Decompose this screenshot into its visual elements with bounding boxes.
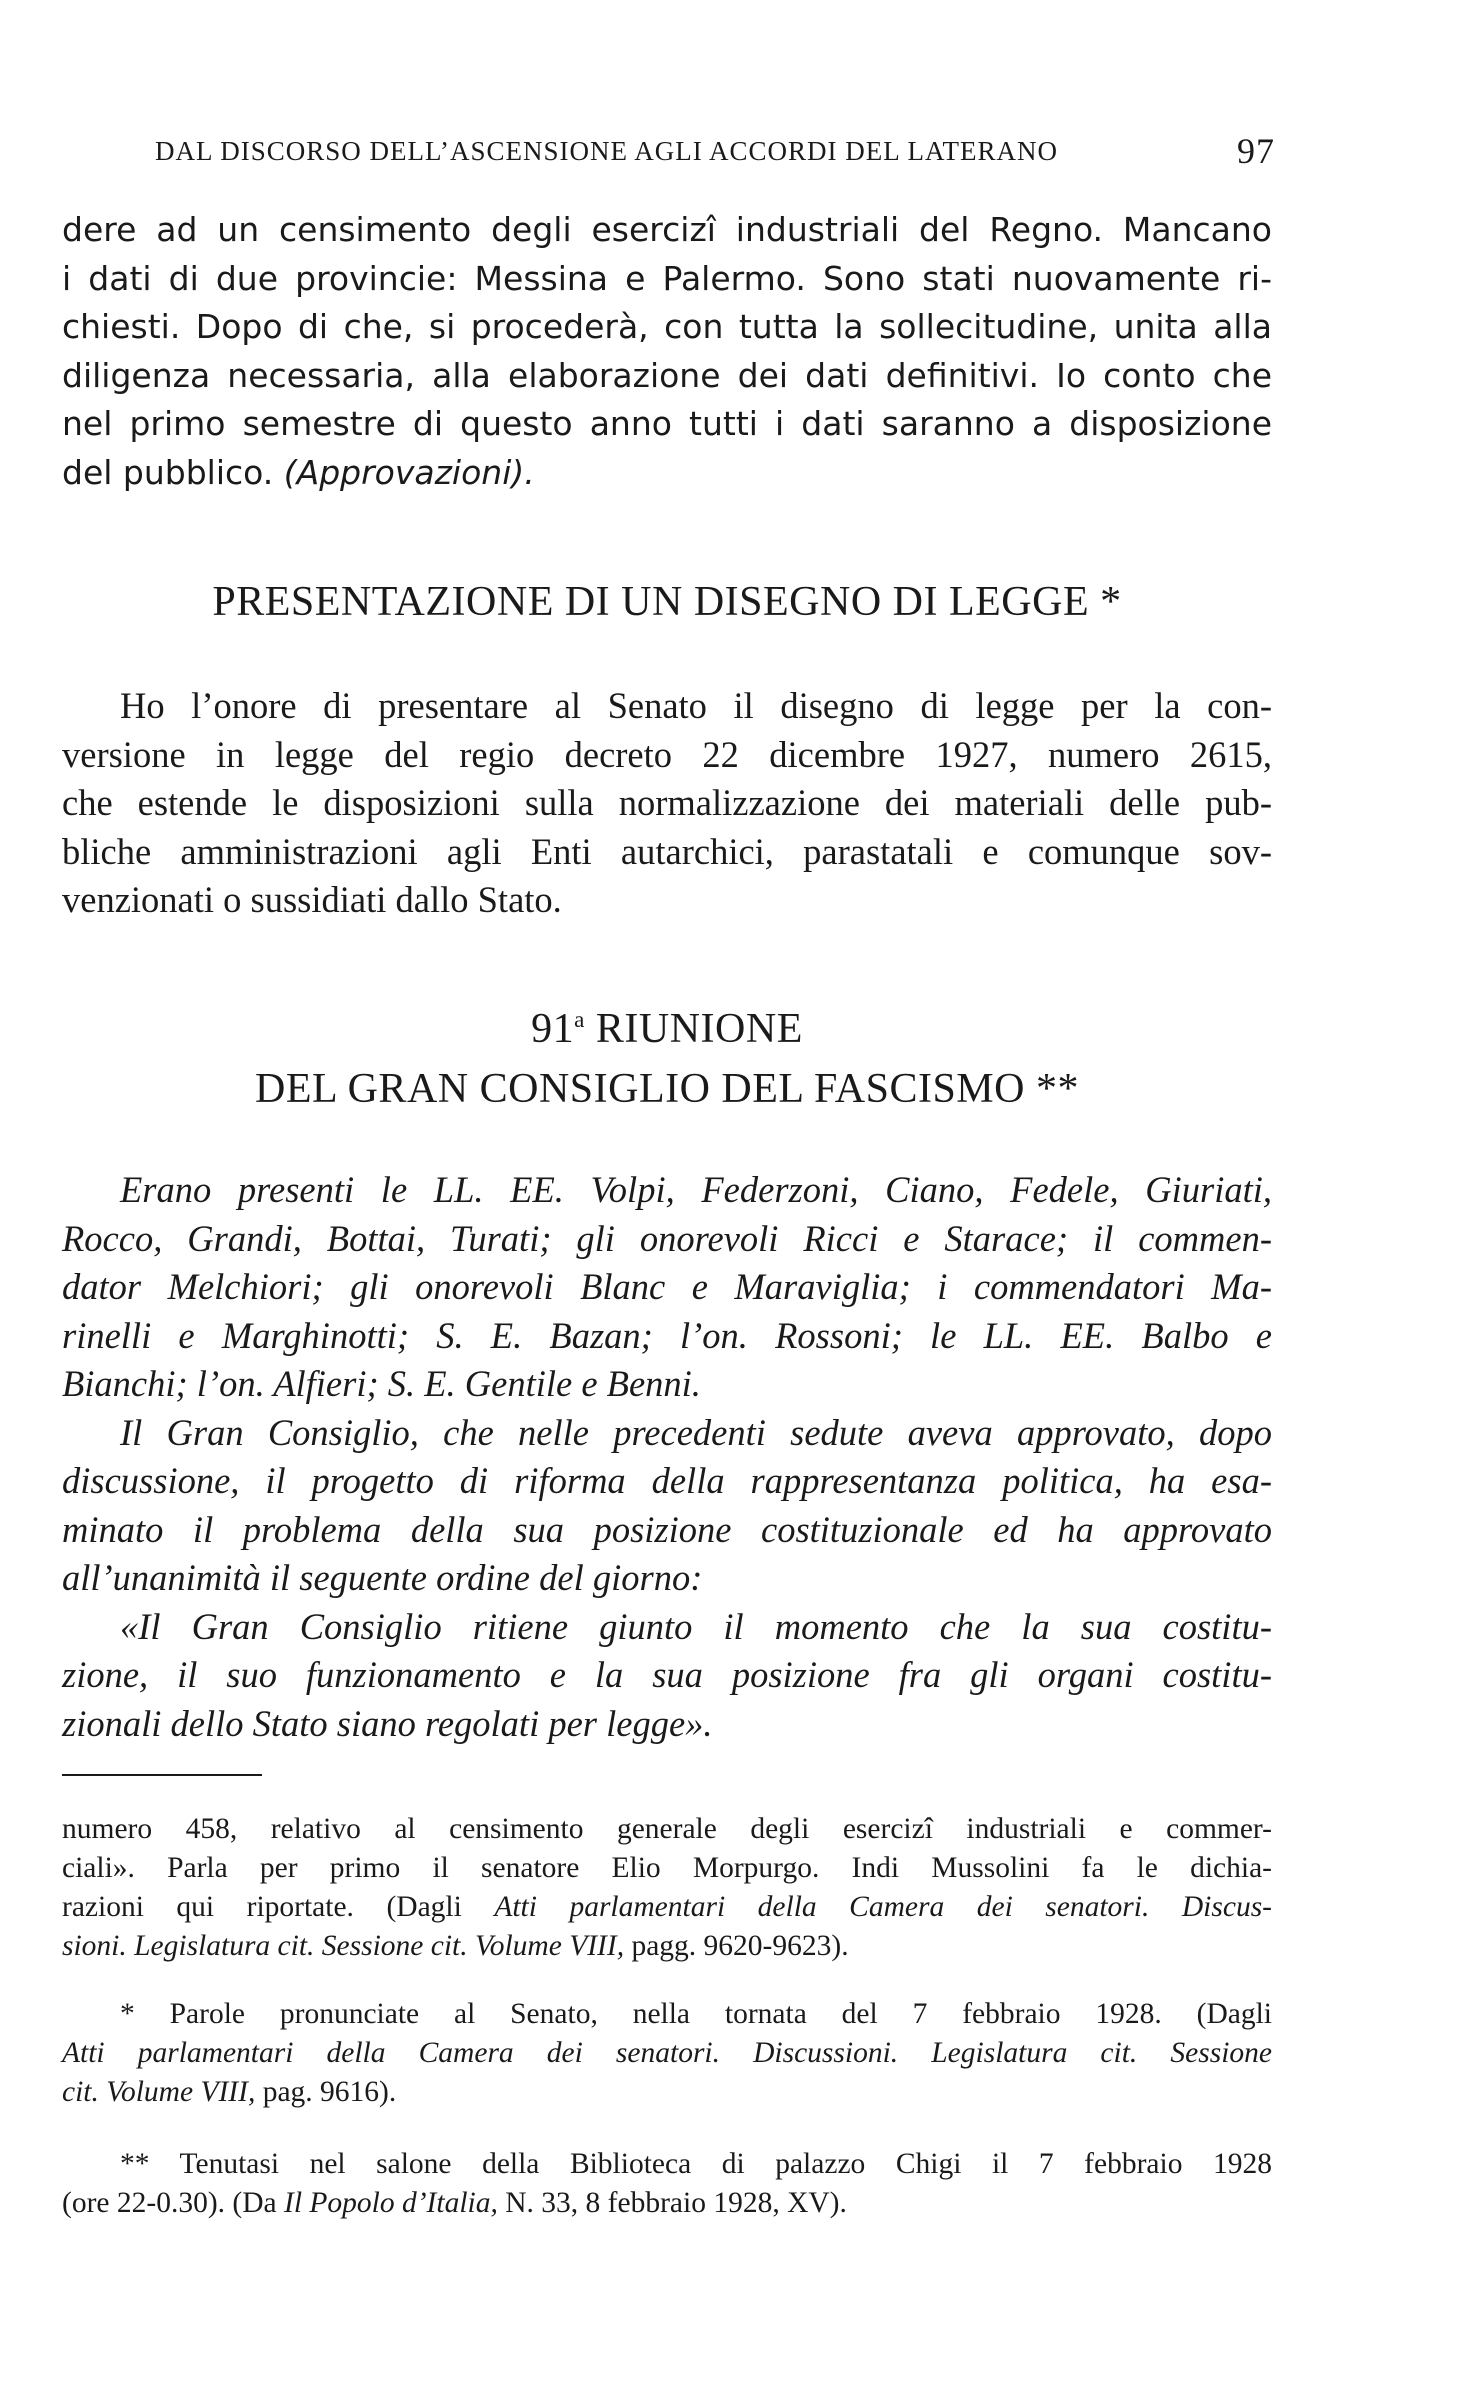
text-line: rinelli e Marghinotti; S. E. Bazan; l’on. Rossoni; le LL. EE. Balbo e (62, 1314, 1272, 1356)
text-line: Rocco, Grandi, Bottai, Turati; gli onorevoli Ricci e Starace; il commen- (62, 1217, 1272, 1259)
text-line: Il Gran Consiglio, che nelle precedenti sedute aveva approvato, dopo (120, 1411, 1272, 1453)
footnote-line: ** Tenutasi nel salone della Biblioteca di palazzo Chigi il 7 febbraio 1928 (120, 2148, 1272, 2180)
footnote-line: numero 458, relativo al censimento generale degli esercizî industriali e commer- (62, 1813, 1272, 1845)
footnote-text: razioni qui riportate. (Dagli (62, 1891, 495, 1923)
text-line: dere ad un censimento degli esercizî industriali del Regno. Mancano (62, 210, 1272, 249)
text-line: chiesti. Dopo di che, si procederà, con tutta la sollecitudine, unita alla (62, 307, 1272, 346)
text-line: diligenza necessaria, alla elaborazione dei dati definitivi. Io conto che (62, 355, 1272, 395)
text-line: dator Melchiori; gli onorevoli Blanc e Maraviglia; i commendatori Ma- (62, 1266, 1272, 1307)
heading-number: 91 (531, 1006, 575, 1052)
text-line: venzionati o sussidiati dallo Stato. (62, 879, 562, 920)
text-line: «Il Gran Consiglio ritiene giunto il momento che la sua costitu- (120, 1605, 1272, 1647)
footnote-line (62, 2184, 1272, 2223)
footnote-text: (ore 22-0.30). (Da (62, 2187, 284, 2219)
text-line: discussione, il progetto di riforma della rappresentanza politica, ha esa- (62, 1460, 1272, 1501)
text-line: zione, il suo funzionamento e la sua posizione fra gli organi costitu- (62, 1654, 1272, 1695)
heading-text: RIUNIONE (584, 1006, 803, 1052)
footnote-text: pagg. 9620-9623). (624, 1930, 849, 1962)
text-line: Ho l’onore di presentare al Senato il disegno di legge per la con- (120, 685, 1272, 726)
footnote-continued (62, 1810, 1272, 1966)
footnote-text: N. 33, 8 febbraio 1928, XV). (497, 2187, 847, 2219)
riunione-text (62, 1166, 1272, 1748)
footnote-source: sioni. Legislatura cit. Sessione cit. Volume VIII, (62, 1930, 625, 1962)
text-fragment: del pubblico. (62, 452, 284, 492)
footnote-line: ciali». Parla per primo il senatore Elio Morpurgo. Indi Mussolini fa le dichia- (62, 1852, 1272, 1884)
section-subheading-gran-consiglio: DEL GRAN CONSIGLIO DEL FASCISMO ** (255, 1066, 1079, 1112)
text-line: Bianchi; l’on. Alfieri; S. E. Gentile e Benni. (62, 1363, 701, 1404)
heading-ordinal: a (574, 1006, 585, 1032)
footnote-source: Il Popolo d’Italia, (284, 2187, 498, 2219)
footnote-line (62, 2073, 1272, 2112)
footnote-source: cit. Volume VIII, (62, 2076, 256, 2108)
intro-paragraph (62, 206, 1272, 497)
running-head-title: DAL DISCORSO DELL’ASCENSIONE AGLI ACCORDI DEL LATERANO (155, 136, 1059, 166)
text-line: che estende le disposizioni sulla normalizzazione dei materiali delle pub- (62, 782, 1272, 823)
text-line: versione in legge del regio decreto 22 dicembre 1927, numero 2615, (62, 733, 1272, 775)
running-head (155, 130, 1275, 180)
footnote-source: Atti parlamentari della Camera dei senatori. Discus- (494, 1891, 1272, 1923)
footnote-divider (62, 1774, 262, 1776)
text-line: nel primo semestre di questo anno tutti i dati saranno a disposizione (62, 404, 1272, 443)
footnote-double-star (62, 2145, 1272, 2223)
section-heading-presentazione: PRESENTAZIONE DI UN DISEGNO DI LEGGE * (212, 579, 1122, 625)
text-line: zionali dello Stato siano regolati per legge». (62, 1702, 713, 1744)
footnote-line: * Parole pronunciate al Senato, nella tornata del 7 febbraio 1928. (Dagli (120, 1998, 1272, 2030)
page-number: 97 (1237, 131, 1275, 171)
footnote-line: Atti parlamentari della Camera dei senatori. Discussioni. Legislatura cit. Sessione (62, 2037, 1272, 2069)
footnote-line (62, 1888, 1272, 1927)
footnote-star (62, 1995, 1272, 2112)
approvazioni-note: (Approvazioni). (283, 452, 535, 492)
footnote-line (62, 1927, 1272, 1966)
text-line: Erano presenti le LL. EE. Volpi, Federzoni, Ciano, Fedele, Giuriati, (120, 1169, 1272, 1210)
presentazione-paragraph (62, 682, 1272, 925)
text-line: bliche amministrazioni agli Enti autarchici, parastatali e comunque sov- (62, 830, 1272, 872)
text-line: i dati di due provincie: Messina e Palermo. Sono stati nuovamente ri- (62, 258, 1272, 298)
text-line: all’unanimità il seguente ordine del giorno: (62, 1557, 703, 1598)
text-line-last (62, 449, 1272, 498)
footnote-text: pag. 9616). (255, 2076, 397, 2108)
text-line: minato il problema della sua posizione costituzionale ed ha approvato (62, 1508, 1272, 1550)
section-heading-riunione (62, 1005, 1272, 1053)
